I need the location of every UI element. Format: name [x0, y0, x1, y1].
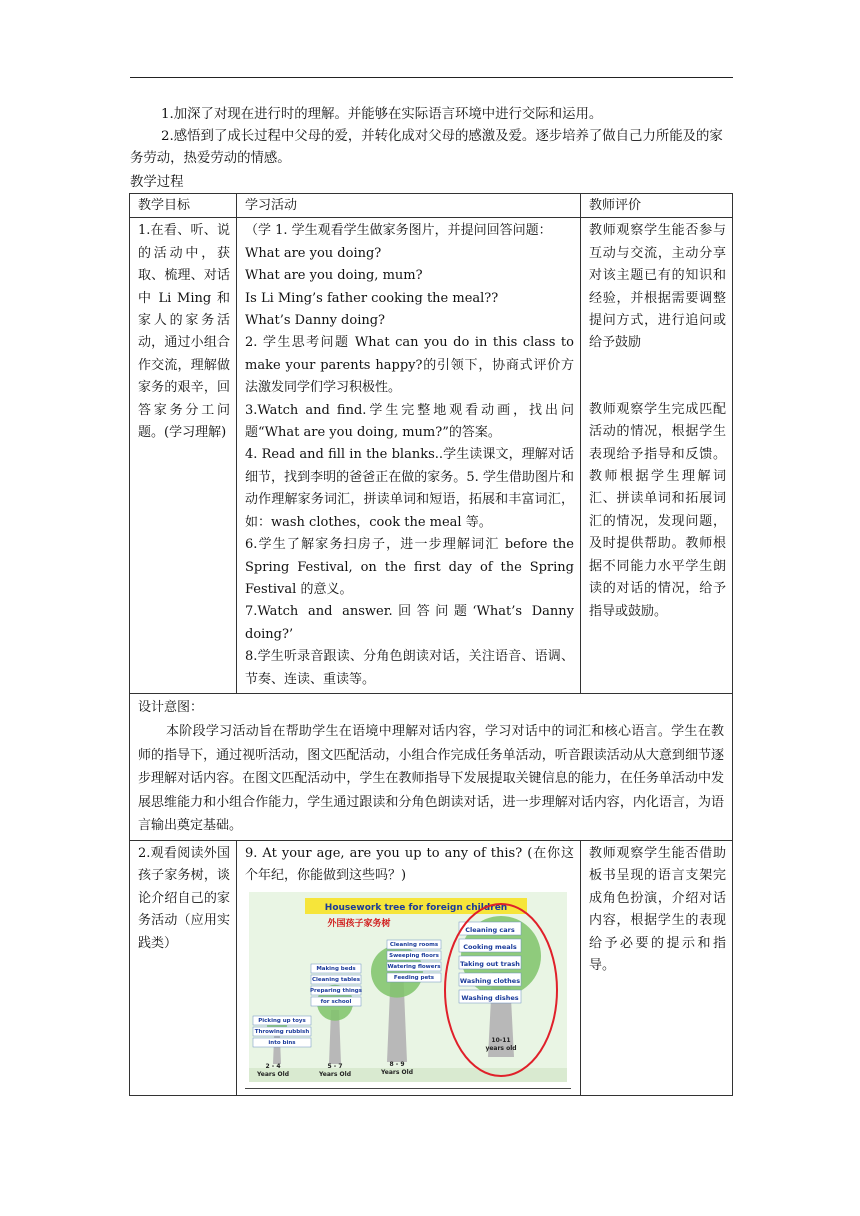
- evaluation-text-1: 教师观察学生能否参与互动与交流，主动分享对该主题已有的知识和经验，并根据需要调整提问方式，进行追问或给予鼓励: [589, 223, 726, 351]
- housework-tree-image: [249, 892, 567, 1082]
- age-label: Years Old: [319, 1070, 351, 1078]
- housework-tree-figure: [249, 892, 567, 1082]
- task-label: Watering flowers: [387, 963, 441, 970]
- activity-line: 3.Watch and find.学生完整地观看动画，找出问题“What are you doing, mum?”的答案。: [245, 402, 574, 441]
- header-rule: [130, 77, 733, 78]
- task-label: Feeding pets: [393, 974, 435, 981]
- task-label: Making beds: [316, 965, 356, 972]
- activity-cell-2: [237, 840, 581, 1095]
- table-row: [130, 840, 733, 1095]
- task-label: Taking out trash: [460, 959, 520, 968]
- age-label: Years Old: [381, 1068, 413, 1076]
- task-label: for school: [320, 998, 352, 1005]
- teaching-process-table: [129, 193, 733, 1096]
- activity-line: 7.Watch and answer.回答问题‘What’s Danny doing?’: [245, 604, 574, 642]
- task-label: Washing clothes: [459, 976, 521, 985]
- activity-line: 6.学生了解家务扫房子，进一步理解词汇 before the Spring Festival, on the first day of the Spring Festival 的意义。: [245, 537, 574, 597]
- activity-cell: [237, 218, 581, 694]
- task-label: Cleaning rooms: [389, 941, 439, 948]
- task-label: Throwing rubbish: [254, 1028, 310, 1035]
- task-label: Sweeping floors: [389, 952, 439, 959]
- task-label: Washing dishes: [461, 993, 519, 1002]
- design-intent-row: [130, 693, 733, 840]
- goal-cell: 1.在看、听、说的活动中，获取、梳理、对话中 Li Ming 和家人的家务活动，通过小组合作交流，理解做家务的艰辛，回答家务分工问题。(学习理解): [130, 218, 237, 694]
- age-label: 10-11: [491, 1036, 511, 1044]
- evaluation-cell: [581, 218, 733, 694]
- task-label: Preparing things: [309, 987, 363, 994]
- design-body: 本阶段学习活动旨在帮助学生在语境中理解对话内容，学习对话中的词汇和核心语言。学生在教师的指导下，通过视听活动，图文匹配活动，小组合作完成任务单活动，听音跟读活动从大意到细节逐步理解对话内容。在图文匹配活动中，学生在教师指导下发展提取关键信息的能力，在任务单活动中发展思维能力和小组合作能力，学生通过跟读和分角色朗读对话，进一步理解对话内容，内化语言，为语言输出奠定基础。: [138, 723, 724, 834]
- activity-line: 2. 学生思考问题 What can you do in this class to make your parents happy?的引领下，协商式评价方法激发同学们学习积极性。: [245, 335, 574, 396]
- task-label: Picking up toys: [258, 1017, 306, 1024]
- activity-question: 9. At your age, are you up to any of this? (在你这个年纪，你能做到这些吗？): [245, 845, 574, 884]
- activity-line: What’s Danny doing?: [245, 313, 386, 329]
- image-underline: [245, 1084, 571, 1089]
- age-label: 8 - 9: [389, 1060, 405, 1068]
- goal-cell-2: 2.观看阅读外国孩子家务树，谈论介绍自己的家务活动（应用实践类）: [130, 840, 237, 1095]
- goal-item-1: 1.加深了对现在进行时的理解。并能够在实际语言环境中进行交际和运用。: [161, 107, 603, 122]
- section-title: 教学过程: [130, 175, 184, 190]
- table-header-row: [130, 194, 733, 218]
- age-label: years old: [485, 1044, 517, 1052]
- evaluation-text-2: 教师观察学生完成匹配活动的情况，根据学生表现给予指导和反馈。教师根据学生理解词汇、拼读单词和拓展词汇的情况，发现问题，及时提供帮助。教师根据不同能力水平学生朗读的对话的情况，给予指导或鼓励。: [589, 401, 726, 619]
- activity-line: 4. Read and fill in the blanks..学生读课文，理解对话细节，找到李明的爸爸正在做的家务。5. 学生借助图片和动作理解家务词汇，拼读单词和短语，拓展和丰富词汇，如：wash clothes，cook the meal 等。: [245, 447, 574, 530]
- evaluation-cell-2: 教师观察学生能否借助板书呈现的语言支架完成角色扮演，介绍对话内容，根据学生的表现给予必要的提示和指导。: [581, 840, 733, 1095]
- activity-line: What are you doing?: [245, 245, 382, 261]
- activity-line: 8.学生听录音跟读、分角色朗读对话，关注语音、语调、节奏、连读、重读等。: [245, 649, 574, 687]
- task-label: Cleaning tables: [311, 976, 361, 983]
- header-evaluation: 教师评价: [581, 194, 733, 218]
- header-goal: 教学目标: [130, 194, 237, 218]
- activity-line: What are you doing, mum?: [245, 268, 423, 284]
- goal-item-2: 2.感悟到了成长过程中父母的爱，并转化成对父母的感激及爱。逐步培养了做自己力所能及的家务劳动，热爱劳动的情感。: [130, 129, 723, 166]
- task-label: into bins: [268, 1039, 296, 1046]
- task-label: Cleaning cars: [465, 925, 515, 934]
- age-label: Years Old: [257, 1070, 289, 1078]
- activity-line: Is Li Ming’s father cooking the meal??: [245, 290, 499, 306]
- age-label: 2 - 4: [265, 1062, 281, 1070]
- image-title: Housework tree for foreign children: [324, 902, 508, 913]
- design-title: 设计意图：: [138, 699, 204, 715]
- activity-line: （学 1. 学生观看学生做家务图片，并提问回答问题：: [245, 223, 552, 239]
- table-row: [130, 218, 733, 694]
- age-label: 5 - 7: [327, 1062, 343, 1070]
- image-subtitle: 外国孩子家务树: [327, 918, 391, 929]
- task-label: Cooking meals: [463, 942, 517, 951]
- header-activity: 学习活动: [237, 194, 581, 218]
